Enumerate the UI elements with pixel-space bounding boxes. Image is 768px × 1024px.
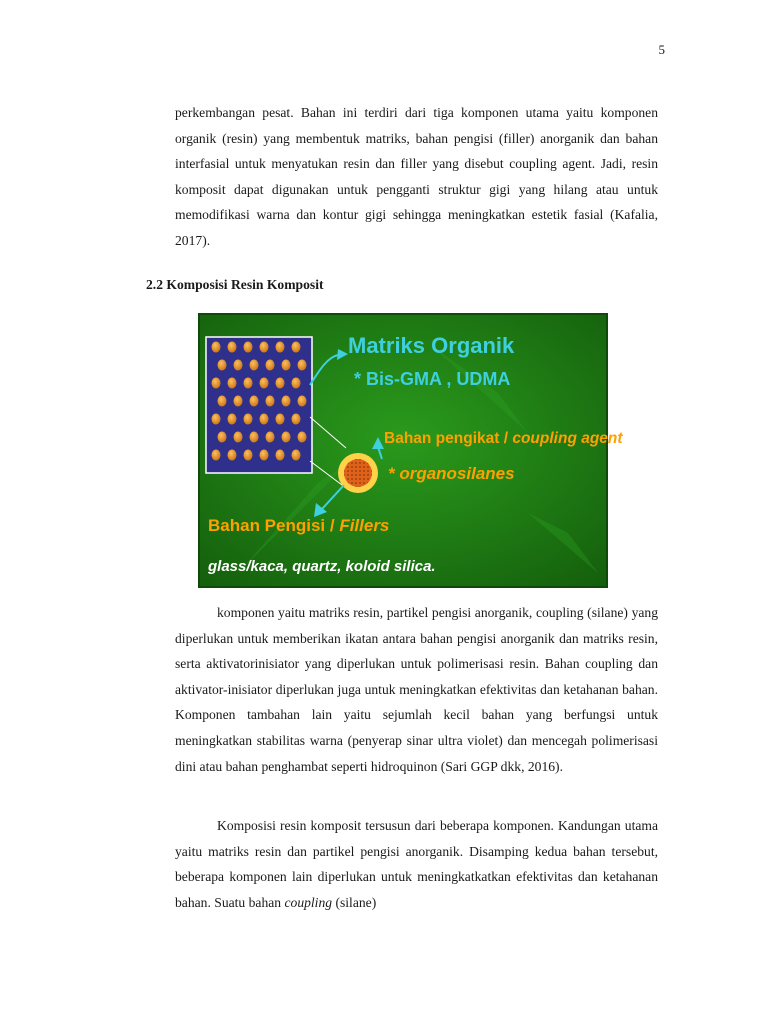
composition-text: Komposisi resin komposit tersusun dari beberapa komponen. Kandungan utama yaitu matriks resin dan partikel pengisi anorganik. Disamping kedua bahan tersebut, beberapa komponen lain diperlukan untuk meningkatkatkan efektivitas dan ketahanan bahan. Suatu bahan bbox=[175, 818, 658, 910]
paragraph-composition bbox=[175, 813, 658, 915]
filler-particle bbox=[298, 396, 307, 407]
filler-particle bbox=[276, 450, 285, 461]
filler-particle bbox=[244, 342, 253, 353]
filler-particle bbox=[218, 396, 227, 407]
figure-graphic bbox=[198, 313, 623, 588]
filler-particle bbox=[282, 396, 291, 407]
paragraph-components: komponen yaitu matriks resin, partikel pengisi anorganik, coupling (silane) yang diperlukan untuk memberikan ikatan antara bahan pengisi anorganik dan matriks resin, serta aktivatorinisiator yang diperlukan untuk polimerisasi resin. Bahan coupling dan aktivator-inisiator diperlukan juga untuk meningkatkan efektivitas dan ketahanan bahan. Komponen tambahan lain yaitu sejumlah kecil bahan yang berfungsi untuk meningkatkan stabilitas warna (penyerap sinar ultra violet) dan mencegah polimerisasi dini atau bahan penghambat seperti hidroquinon (Sari GGP dkk, 2016). bbox=[175, 605, 658, 774]
filler-particle bbox=[218, 360, 227, 371]
filler-particle bbox=[212, 342, 221, 353]
filler-particle bbox=[228, 378, 237, 389]
filler-particle bbox=[260, 450, 269, 461]
filler-particle bbox=[244, 414, 253, 425]
filler-particle bbox=[218, 432, 227, 443]
section-heading: 2.2 Komposisi Resin Komposit bbox=[146, 277, 324, 292]
filler-particle bbox=[228, 414, 237, 425]
filler-particle bbox=[276, 378, 285, 389]
composition-tail: (silane) bbox=[332, 894, 377, 910]
filler-particle bbox=[234, 432, 243, 443]
filler-particle bbox=[292, 378, 301, 389]
filler-particle bbox=[266, 360, 275, 371]
resin-composite-figure bbox=[198, 313, 623, 588]
filler-particle bbox=[250, 396, 259, 407]
matrix-title: Matriks Organik bbox=[348, 333, 515, 358]
filler-particle bbox=[260, 378, 269, 389]
filler-particle bbox=[228, 342, 237, 353]
coupling-title: Bahan pengikat / coupling agent bbox=[384, 430, 623, 447]
particle-enlarged-texture bbox=[344, 459, 372, 487]
filler-particle bbox=[282, 360, 291, 371]
filler-particle bbox=[266, 396, 275, 407]
filler-particle bbox=[212, 414, 221, 425]
filler-particle bbox=[298, 360, 307, 371]
filler-title: Bahan Pengisi / Fillers bbox=[208, 516, 390, 535]
page-number: 5 bbox=[658, 42, 665, 57]
filler-particle bbox=[292, 342, 301, 353]
filler-items: glass/kaca, quartz, koloid silica. bbox=[208, 558, 436, 575]
filler-particle bbox=[212, 378, 221, 389]
filler-particle bbox=[282, 432, 291, 443]
filler-particle bbox=[228, 450, 237, 461]
paragraph-intro: perkembangan pesat. Bahan ini terdiri dari tiga komponen utama yaitu komponen organik (resin) yang membentuk matriks, bahan pengisi (filler) anorganik dan bahan interfasial untuk menyatukan resin dan filler yang disebut coupling agent. Jadi, resin komposit dapat digunakan untuk pengganti struktur gigi yang hilang atau untuk memodifikasi warna dan kontur gigi sehingga meningkatkan estetik fasial (Kafalia, 2017). bbox=[175, 105, 658, 248]
filler-particle bbox=[250, 360, 259, 371]
filler-particle bbox=[234, 396, 243, 407]
filler-particle bbox=[212, 450, 221, 461]
matrix-items: * Bis-GMA , UDMA bbox=[354, 369, 511, 389]
composition-italic-term: coupling bbox=[284, 894, 333, 910]
filler-particle bbox=[244, 450, 253, 461]
filler-particle bbox=[234, 360, 243, 371]
filler-particle bbox=[260, 342, 269, 353]
filler-particle bbox=[298, 432, 307, 443]
filler-particle bbox=[276, 342, 285, 353]
filler-particle bbox=[250, 432, 259, 443]
coupling-items: * organosilanes bbox=[388, 464, 515, 483]
filler-particle bbox=[276, 414, 285, 425]
filler-particle bbox=[292, 414, 301, 425]
filler-particle bbox=[266, 432, 275, 443]
filler-particle bbox=[292, 450, 301, 461]
filler-particle bbox=[260, 414, 269, 425]
filler-particle bbox=[244, 378, 253, 389]
